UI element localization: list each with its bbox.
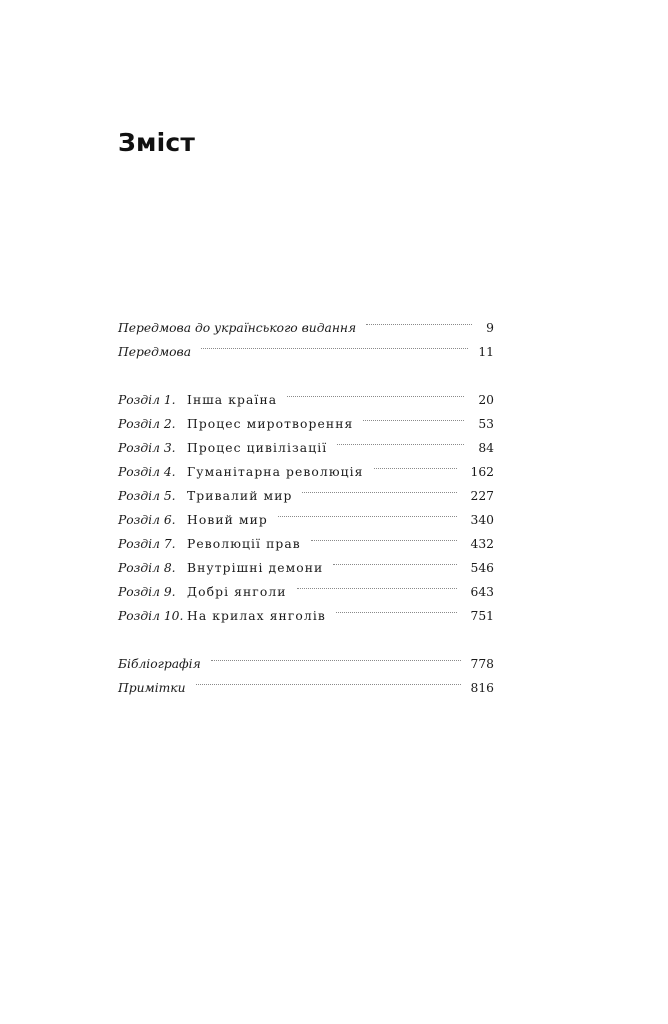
table-of-contents: [118, 316, 494, 700]
toc-page-number: 84: [478, 441, 494, 455]
dot-leader: [337, 444, 464, 445]
toc-page-number: 778: [470, 657, 494, 671]
toc-chapter-10[interactable]: [118, 604, 494, 628]
toc-chapter-5[interactable]: [118, 484, 494, 508]
dot-leader: [333, 564, 456, 565]
toc-entry-label: Бібліографія: [118, 657, 201, 671]
chapter-title: Революції прав: [187, 537, 301, 551]
chapter-label: Розділ 3.: [118, 441, 176, 455]
chapter-label: Розділ 7.: [118, 537, 176, 551]
chapter-label: Розділ 10.: [118, 609, 184, 623]
chapter-label: Розділ 4.: [118, 465, 176, 479]
toc-page-number: 227: [470, 489, 494, 503]
dot-leader: [211, 660, 461, 661]
chapter-title: Гуманітарна революція: [187, 465, 364, 479]
chapter-title: Добрі янголи: [187, 585, 287, 599]
toc-chapter-2[interactable]: [118, 412, 494, 436]
toc-page-number: 546: [470, 561, 494, 575]
page-title: Зміст: [118, 128, 196, 157]
toc-page-number: 162: [470, 465, 494, 479]
dot-leader: [363, 420, 464, 421]
toc-entry-foreword-ukrainian[interactable]: [118, 316, 494, 340]
chapter-title: Новий мир: [187, 513, 268, 527]
toc-entry-label: Передмова до українського видання: [118, 321, 357, 335]
chapter-label: Розділ 1.: [118, 393, 176, 407]
toc-chapter-3[interactable]: [118, 436, 494, 460]
dot-leader: [278, 516, 457, 517]
dot-leader: [336, 612, 457, 613]
toc-entry-foreword[interactable]: [118, 340, 494, 364]
chapter-title: Процес миротворення: [187, 417, 354, 431]
toc-page-number: 643: [470, 585, 494, 599]
dot-leader: [302, 492, 456, 493]
chapter-label: Розділ 5.: [118, 489, 176, 503]
dot-leader: [374, 468, 457, 469]
chapter-label: Розділ 9.: [118, 585, 176, 599]
chapter-title: Внутрішні демони: [187, 561, 324, 575]
dot-leader: [196, 684, 461, 685]
chapter-title: Тривалий мир: [187, 489, 293, 503]
toc-chapter-4[interactable]: [118, 460, 494, 484]
toc-page-number: 432: [470, 537, 494, 551]
toc-chapter-9[interactable]: [118, 580, 494, 604]
chapter-label: Розділ 8.: [118, 561, 176, 575]
dot-leader: [201, 348, 468, 349]
toc-entry-bibliography[interactable]: [118, 652, 494, 676]
toc-page-number: 9: [486, 321, 494, 335]
chapter-title: На крилах янголів: [187, 609, 326, 623]
toc-entry-label: Передмова: [118, 345, 192, 359]
dot-leader: [311, 540, 457, 541]
toc-chapter-6[interactable]: [118, 508, 494, 532]
toc-page-number: 53: [478, 417, 494, 431]
chapter-title: Процес цивілізації: [187, 441, 328, 455]
toc-page-number: 340: [470, 513, 494, 527]
toc-chapter-8[interactable]: [118, 556, 494, 580]
toc-page-number: 11: [478, 345, 494, 359]
toc-page-number: 751: [470, 609, 494, 623]
toc-page-number: 20: [478, 393, 494, 407]
chapter-label: Розділ 6.: [118, 513, 176, 527]
toc-chapter-7[interactable]: [118, 532, 494, 556]
chapter-label: Розділ 2.: [118, 417, 176, 431]
dot-leader: [297, 588, 457, 589]
toc-entry-notes[interactable]: [118, 676, 494, 700]
toc-page-number: 816: [470, 681, 494, 695]
toc-entry-label: Примітки: [118, 681, 186, 695]
dot-leader: [287, 396, 464, 397]
dot-leader: [366, 324, 472, 325]
toc-chapter-1[interactable]: [118, 388, 494, 412]
chapter-title: Інша країна: [187, 393, 278, 407]
